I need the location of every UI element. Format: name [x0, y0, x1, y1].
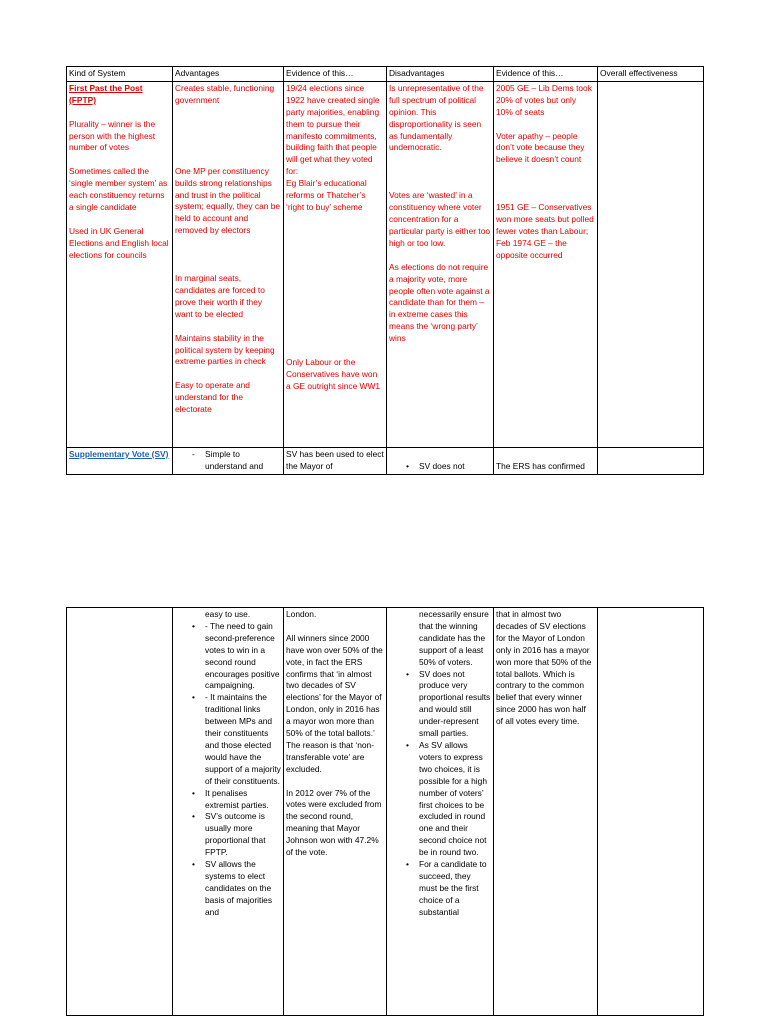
- sv-continued-row: [67, 608, 704, 1016]
- header-row: [67, 67, 704, 82]
- sv-cont-evidence-cell: [284, 608, 387, 1016]
- sv-cont-disadvantages-cell: [387, 608, 494, 1016]
- fptp-kind-3: Used in UK General Elections and English local elections for councils: [69, 225, 169, 260]
- fptp-link[interactable]: First Past the Post (FPTP): [69, 82, 143, 105]
- header-advantages: Advantages: [173, 67, 284, 82]
- fptp-adv-4: Maintains stability in the political system by keeping extreme parties in check: [175, 332, 275, 367]
- sv-cont-adv-3: • It penalises extremist parties.: [205, 788, 281, 812]
- sv-cont-kind-cell: [67, 608, 173, 1016]
- fptp-dis-2: Votes are ‘wasted’ in a constituency where voter concentration for a particular party is either too high or too low.: [389, 190, 491, 248]
- fptp-de-3: 1951 GE – Conservatives won more seats but polled fewer votes than Labour; Feb 1974 GE – the opposite occurred: [496, 202, 594, 260]
- sv-overall-cell: [598, 447, 704, 474]
- sv-cont-adv-lead-text: easy to use.: [205, 609, 251, 619]
- fptp-de-2: Voter apathy – people don’t vote because they believe it doesn’t count: [496, 130, 585, 165]
- sv-advantages-cell: [173, 447, 284, 474]
- fptp-de-1: 2005 GE – Lib Dems took 20% of votes but only 10% of seats: [496, 82, 592, 117]
- comparison-table-page2: [66, 607, 704, 1016]
- sv-cont-ev-3: In 2012 over 7% of the votes were excluded from the second round, meaning that Mayor Johnson won with 47.2% of the vote.: [286, 787, 382, 858]
- sv-cont-adv-4: • SV’s outcome is usually more proportional that FPTP.: [205, 811, 281, 859]
- sv-cont-adv-5: • SV allows the systems to elect candidates on the basis of majorities and: [205, 859, 281, 919]
- sv-row: [67, 447, 704, 474]
- fptp-adv-5: Easy to operate and understand for the electorate: [175, 380, 250, 415]
- header-overall-effectiveness: Overall effectiveness: [598, 67, 704, 82]
- fptp-ev-3: Only Labour or the Conservatives have won a GE outright since WW1: [286, 356, 381, 391]
- sv-cont-dis-2: • As SV allows voters to express two choices, it is possible for a high number of voters’ first choices to be excluded in round one and their second choice not be in round two.: [419, 740, 491, 859]
- header-evidence-disadvantages: Evidence of this…: [494, 67, 598, 82]
- sv-kind-cell: [67, 447, 173, 474]
- sv-ev-1: SV has been used to elect the Mayor of: [286, 448, 384, 471]
- fptp-ev-2: Eg Blair’s educational reforms or Thatcher’s ‘right to buy’ scheme: [286, 178, 367, 212]
- header-evidence-advantages: Evidence of this…: [284, 67, 387, 82]
- fptp-dis-evidence-cell: [494, 81, 598, 447]
- fptp-adv-3: In marginal seats, candidates are forced to prove their worth if they want to be elected: [175, 273, 265, 319]
- fptp-dis-1: Is unrepresentative of the full spectrum of political opinion. This disproportionality is seen as fundamentally undemocratic.: [389, 82, 484, 153]
- sv-disadvantages-cell: [387, 447, 494, 474]
- fptp-adv-evidence-cell: [284, 81, 387, 447]
- sv-cont-dis-lead-text: necessarily ensure that the winning candidate has the support of a least 50% of voters.: [419, 609, 489, 667]
- sv-adv-1: - Simple to understand and: [205, 449, 281, 473]
- sv-cont-ev-2: All winners since 2000 have won over 50% of the vote, in fact the ERS confirms that ‘in almost two decades of SV elections’ for the Mayor of London, only in 2016 has a mayor won more than 50% of the total ballots.’ The reason is that ‘non-transferable vote’ are excluded.: [286, 632, 383, 774]
- sv-cont-advantages-cell: [173, 608, 284, 1016]
- sv-dis-1: • SV does not: [419, 461, 491, 473]
- sv-cont-ev-1: London.: [286, 609, 317, 619]
- sv-cont-dis-evidence-cell: [494, 608, 598, 1016]
- sv-link[interactable]: Supplementary Vote (SV): [69, 448, 169, 459]
- fptp-ev-1: 19/24 elections since 1922 have created single party majorities, enabling them to pursue their manifesto commitments, building faith that people will get what they voted for:: [286, 82, 380, 177]
- sv-evidence-cell: [284, 447, 387, 474]
- sv-de-1: The ERS has confirmed: [496, 460, 585, 471]
- sv-cont-dis-lead: [419, 609, 491, 669]
- comparison-table-page1: [66, 66, 704, 475]
- fptp-overall-cell: [598, 81, 704, 447]
- fptp-dis-3: As elections do not require a majority vote, more people often vote against a candidate than for them – in extreme cases this means the ‘wrong party’ wins: [389, 261, 490, 344]
- sv-cont-dis-1: • SV does not produce very proportional results and would still under-represent small parties.: [419, 669, 491, 740]
- fptp-advantages-cell: [173, 81, 284, 447]
- fptp-kind-2: Sometimes called the ‘single member system’ as each constituency returns a single candidate: [69, 166, 168, 212]
- fptp-row: [67, 81, 704, 447]
- fptp-adv-2: One MP per constituency builds strong relationships and trust in the political system; equally, they can be held to account and removed by electors: [175, 165, 281, 236]
- fptp-kind-1: Plurality – winner is the person with the highest number of votes: [69, 118, 156, 153]
- sv-cont-adv-1: • - The need to gain second-preference votes to win in a second round encourages positive campaigning.: [205, 621, 281, 692]
- sv-cont-adv-2: • - It maintains the traditional links between MPs and their constituents and those elected would have the support of a majority of their constituents.: [205, 692, 281, 787]
- sv-cont-adv-lead: [205, 609, 281, 621]
- sv-cont-de-1: that in almost two decades of SV elections for the Mayor of London only in 2016 has a mayor won more that 50% of the total ballots. Which is contrary to the common belief that every winner since 2000 has won half of all votes every time.: [496, 609, 592, 727]
- fptp-disadvantages-cell: [387, 81, 494, 447]
- header-kind: Kind of System: [67, 67, 173, 82]
- header-disadvantages: Disadvantages: [387, 67, 494, 82]
- sv-cont-dis-3: • For a candidate to succeed, they must be the first choice of a substantial: [419, 859, 491, 919]
- fptp-kind-cell: [67, 81, 173, 447]
- sv-dis-evidence-cell: [494, 447, 598, 474]
- sv-cont-overall-cell: [598, 608, 704, 1016]
- fptp-adv-1: Creates stable, functioning government: [175, 82, 275, 105]
